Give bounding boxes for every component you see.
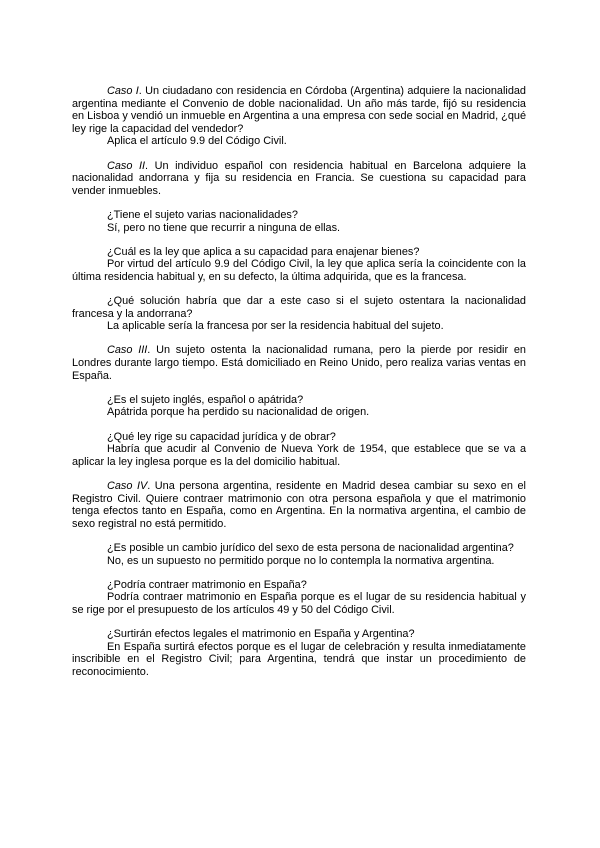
answer: Por virtud del artículo 9.9 del Código Civil, la ley que aplica sería la coincidente con la última residencia habitual y, en su defecto, la última adquirida, que es la francesa. (72, 258, 526, 283)
case-4-statement: Caso IV. Una persona argentina, residente en Madrid desea cambiar su sexo en el Registro Civil. Quiere contraer matrimonio con otra persona española y que el matrimonio tenga efectos tanto en España, como en Argentina. En la normativa argentina, el cambio de sexo registral no está permitido. (72, 480, 526, 530)
answer: Podría contraer matrimonio en España porque es el lugar de su residencia habitual y se rige por el presupuesto de los artículos 49 y 50 del Código Civil. (72, 591, 526, 616)
answer: Habría que acudir al Convenio de Nueva York de 1954, que establece que se va a aplicar la ley inglesa porque es la del domicilio habitual. (72, 443, 526, 468)
case-2-statement: Caso II. Un individuo español con residencia habitual en Barcelona adquiere la nacionalidad andorrana y fija su residencia en Francia. Se cuestiona su capacidad para vender inmuebles. (72, 159, 526, 197)
answer: No, es un supuesto no permitido porque no lo contempla la normativa argentina. (107, 554, 495, 567)
question: ¿Tiene el sujeto varias nacionalidades? (107, 208, 298, 221)
case-label: Caso IV (107, 480, 148, 492)
answer: Apátrida porque ha perdido su nacionalidad de origen. (107, 406, 370, 419)
answer: La aplicable sería la francesa por ser la residencia habitual del sujeto. (107, 320, 444, 333)
question: ¿Surtirán efectos legales el matrimonio en España y Argentina? (107, 628, 415, 641)
case-label: Caso III (107, 344, 148, 357)
answer: Sí, pero no tiene que recurrir a ninguna de ellas. (107, 221, 341, 234)
case-1-statement: Caso I. Un ciudadano con residencia en Córdoba (Argentina) adquiere la nacionalidad argentina mediante el Convenio de doble nacionalidad. Un año más tarde, fijó su residencia en Lisboa y vendió un inmueble en Argentina a una empresa con sede social en Madrid, ¿qué ley rige la capacidad del vendedor? (72, 85, 526, 135)
case-3-statement: Caso III. Un sujeto ostenta la nacionalidad rumana, pero la pierde por residir en Londres durante largo tiempo. Está domiciliado en Reino Unido, pero realiza varias ventas en España. (72, 344, 526, 382)
question: ¿Podría contraer matrimonio en España? (107, 578, 307, 591)
document-body (72, 85, 526, 679)
case-1-answer: Aplica el artículo 9.9 del Código Civil. (107, 135, 287, 148)
case-label: Caso I (107, 85, 139, 97)
question: ¿Cuál es la ley que aplica a su capacidad para enajenar bienes? (107, 245, 420, 258)
question: ¿Qué solución habría que dar a este caso si el sujeto ostentara la nacionalidad francesa y la andorrana? (72, 295, 526, 320)
answer: En España surtirá efectos porque es el lugar de celebración y resulta inmediatamente inscribible en el Registro Civil; para Argentina, tendrá que instar un procedimiento de reconocimiento. (72, 640, 526, 678)
question: ¿Es el sujeto inglés, español o apátrida? (107, 393, 304, 406)
question: ¿Es posible un cambio jurídico del sexo de esta persona de nacionalidad argentina? (107, 541, 514, 554)
question: ¿Qué ley rige su capacidad jurídica y de obrar? (107, 430, 336, 443)
case-label: Caso II (107, 159, 146, 172)
